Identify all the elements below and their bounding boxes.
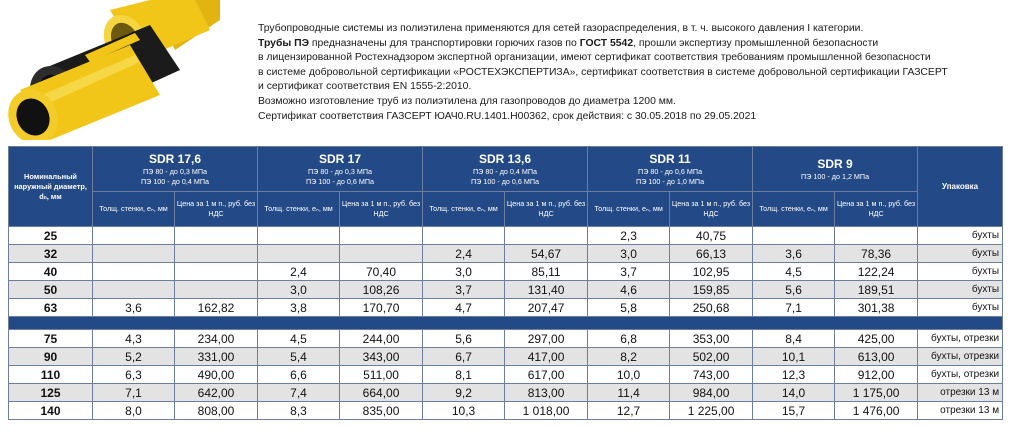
wall-cell bbox=[93, 227, 175, 245]
price-cell: 331,00 bbox=[175, 348, 258, 366]
price-table bbox=[8, 146, 1003, 420]
intro-line: Сертификат соответствия ГАЗСЕРТ ЮАЧ0.RU.1401.H00362, срок действия: с 30.05.2018 по 29.05.2021 bbox=[258, 110, 757, 122]
wall-cell: 5,4 bbox=[258, 348, 340, 366]
diameter-cell: 140 bbox=[9, 402, 93, 420]
wall-cell: 2,4 bbox=[258, 263, 340, 281]
wall-cell: 4,7 bbox=[423, 299, 505, 317]
price-cell: 1 476,00 bbox=[835, 402, 918, 420]
table-row bbox=[9, 263, 1003, 281]
wall-cell: 6,3 bbox=[93, 366, 175, 384]
diameter-cell: 90 bbox=[9, 348, 93, 366]
table-row bbox=[9, 227, 1003, 245]
price-cell: 912,00 bbox=[835, 366, 918, 384]
price-cell: 244,00 bbox=[340, 330, 423, 348]
wall-cell: 12,7 bbox=[588, 402, 670, 420]
wall-cell: 3,7 bbox=[423, 281, 505, 299]
price-cell: 1 225,00 bbox=[670, 402, 753, 420]
diameter-cell: 75 bbox=[9, 330, 93, 348]
wall-cell: 5,6 bbox=[423, 330, 505, 348]
price-header: Цена за 1 м п., руб. без НДС bbox=[835, 192, 918, 227]
price-cell: 250,68 bbox=[670, 299, 753, 317]
packaging-cell: бухты bbox=[918, 227, 1003, 245]
wall-header: Толщ. стенки, eₙ, мм bbox=[258, 192, 340, 227]
price-header: Цена за 1 м п., руб. без НДС bbox=[175, 192, 258, 227]
diameter-cell: 63 bbox=[9, 299, 93, 317]
diameter-header: Номинальный наружный диаметр, dₙ, мм bbox=[9, 147, 93, 227]
wall-cell: 8,4 bbox=[753, 330, 835, 348]
price-cell: 162,82 bbox=[175, 299, 258, 317]
price-cell: 984,00 bbox=[670, 384, 753, 402]
price-cell: 490,00 bbox=[175, 366, 258, 384]
wall-cell: 9,2 bbox=[423, 384, 505, 402]
price-cell: 102,95 bbox=[670, 263, 753, 281]
price-cell: 511,00 bbox=[340, 366, 423, 384]
price-cell bbox=[835, 227, 918, 245]
price-cell bbox=[175, 227, 258, 245]
wall-cell: 3,6 bbox=[93, 299, 175, 317]
price-cell: 664,00 bbox=[340, 384, 423, 402]
diameter-cell: 50 bbox=[9, 281, 93, 299]
price-cell: 813,00 bbox=[505, 384, 588, 402]
price-header: Цена за 1 м п., руб. без НДС bbox=[670, 192, 753, 227]
price-cell bbox=[175, 281, 258, 299]
price-cell: 170,70 bbox=[340, 299, 423, 317]
intro-text bbox=[258, 22, 998, 124]
wall-cell: 5,2 bbox=[93, 348, 175, 366]
price-cell: 66,13 bbox=[670, 245, 753, 263]
wall-cell: 5,8 bbox=[588, 299, 670, 317]
price-cell: 207,47 bbox=[505, 299, 588, 317]
price-cell bbox=[340, 245, 423, 263]
price-cell: 234,00 bbox=[175, 330, 258, 348]
price-cell: 613,00 bbox=[835, 348, 918, 366]
price-cell: 70,40 bbox=[340, 263, 423, 281]
price-cell: 743,00 bbox=[670, 366, 753, 384]
wall-cell: 10,3 bbox=[423, 402, 505, 420]
wall-cell: 8,1 bbox=[423, 366, 505, 384]
price-cell: 417,00 bbox=[505, 348, 588, 366]
price-cell: 108,26 bbox=[340, 281, 423, 299]
price-cell: 808,00 bbox=[175, 402, 258, 420]
price-cell bbox=[340, 227, 423, 245]
price-cell: 642,00 bbox=[175, 384, 258, 402]
price-cell: 297,00 bbox=[505, 330, 588, 348]
price-cell: 301,38 bbox=[835, 299, 918, 317]
wall-cell: 4,6 bbox=[588, 281, 670, 299]
price-cell: 85,11 bbox=[505, 263, 588, 281]
wall-cell: 3,0 bbox=[258, 281, 340, 299]
table-row bbox=[9, 281, 1003, 299]
wall-cell bbox=[258, 227, 340, 245]
wall-cell: 6,6 bbox=[258, 366, 340, 384]
wall-cell bbox=[753, 227, 835, 245]
price-cell: 1 018,00 bbox=[505, 402, 588, 420]
wall-cell: 4,5 bbox=[753, 263, 835, 281]
table-row bbox=[9, 245, 1003, 263]
price-cell: 1 175,00 bbox=[835, 384, 918, 402]
intro-line: и сертификат соответствия EN 1555-2:2010. bbox=[258, 81, 472, 93]
wall-cell: 2,4 bbox=[423, 245, 505, 263]
wall-header: Толщ. стенки, eₙ, мм bbox=[423, 192, 505, 227]
diameter-cell: 40 bbox=[9, 263, 93, 281]
wall-cell: 6,8 bbox=[588, 330, 670, 348]
sdr-header: SDR 11 ПЭ 80 - до 0,6 МПа ПЭ 100 - до 1,0 МПа bbox=[588, 147, 753, 192]
wall-cell: 8,2 bbox=[588, 348, 670, 366]
wall-cell bbox=[258, 245, 340, 263]
wall-cell: 15,7 bbox=[753, 402, 835, 420]
wall-cell: 5,6 bbox=[753, 281, 835, 299]
price-cell: 78,36 bbox=[835, 245, 918, 263]
wall-cell: 3,6 bbox=[753, 245, 835, 263]
table-separator bbox=[9, 317, 1003, 330]
packaging-cell: бухты bbox=[918, 299, 1003, 317]
table-row bbox=[9, 384, 1003, 402]
packaging-cell: бухты bbox=[918, 245, 1003, 263]
wall-cell: 3,8 bbox=[258, 299, 340, 317]
price-cell: 617,00 bbox=[505, 366, 588, 384]
intro-line: в системе добровольной сертификации «РОСТЕХЭКСПЕРТИЗА», сертификат соответствия в системе добровольной сертификации ГАЗСЕРТ bbox=[258, 66, 948, 78]
price-cell: 835,00 bbox=[340, 402, 423, 420]
table-row bbox=[9, 348, 1003, 366]
packaging-cell: бухты bbox=[918, 263, 1003, 281]
wall-cell: 10,1 bbox=[753, 348, 835, 366]
table-row bbox=[9, 402, 1003, 420]
packaging-cell: бухты bbox=[918, 281, 1003, 299]
wall-cell: 7,4 bbox=[258, 384, 340, 402]
price-header: Цена за 1 м п., руб. без НДС bbox=[505, 192, 588, 227]
wall-cell: 4,5 bbox=[258, 330, 340, 348]
separator-band bbox=[9, 317, 1003, 330]
diameter-cell: 125 bbox=[9, 384, 93, 402]
table-row bbox=[9, 366, 1003, 384]
intro-line: Трубы ПЭ предназначены для транспортировки горючих газов по ГОСТ 5542, прошли экспертизу промышленной безопасности bbox=[258, 37, 879, 49]
wall-cell: 12,3 bbox=[753, 366, 835, 384]
sdr-header: SDR 13,6 ПЭ 80 - до 0,4 МПа ПЭ 100 - до 0,6 МПа bbox=[423, 147, 588, 192]
wall-cell: 6,7 bbox=[423, 348, 505, 366]
price-cell bbox=[175, 263, 258, 281]
packaging-cell: бухты, отрезки bbox=[918, 366, 1003, 384]
wall-cell bbox=[93, 245, 175, 263]
wall-cell: 3,0 bbox=[588, 245, 670, 263]
wall-cell: 8,0 bbox=[93, 402, 175, 420]
price-cell: 122,24 bbox=[835, 263, 918, 281]
price-cell: 159,85 bbox=[670, 281, 753, 299]
price-header: Цена за 1 м п., руб. без НДС bbox=[340, 192, 423, 227]
price-cell: 54,67 bbox=[505, 245, 588, 263]
wall-cell: 7,1 bbox=[93, 384, 175, 402]
price-cell: 502,00 bbox=[670, 348, 753, 366]
packaging-header: Упаковка bbox=[918, 147, 1003, 227]
wall-cell: 3,7 bbox=[588, 263, 670, 281]
sdr-header: SDR 17,6 ПЭ 80 - до 0,3 МПа ПЭ 100 - до 0,4 МПа bbox=[93, 147, 258, 192]
sdr-header: SDR 17 ПЭ 80 - до 0,3 МПа ПЭ 100 - до 0,6 МПа bbox=[258, 147, 423, 192]
price-cell bbox=[175, 245, 258, 263]
sdr-header: SDR 9 ПЭ 100 - до 1,2 МПа bbox=[753, 147, 918, 192]
price-cell: 40,75 bbox=[670, 227, 753, 245]
intro-line: Возможно изготовление труб из полиэтилена для газопроводов до диаметра 1200 мм. bbox=[258, 95, 676, 107]
price-cell: 425,00 bbox=[835, 330, 918, 348]
packaging-cell: бухты, отрезки bbox=[918, 330, 1003, 348]
table-row bbox=[9, 299, 1003, 317]
wall-cell: 3,0 bbox=[423, 263, 505, 281]
price-cell: 343,00 bbox=[340, 348, 423, 366]
wall-cell bbox=[423, 227, 505, 245]
wall-cell: 11,4 bbox=[588, 384, 670, 402]
packaging-cell: отрезки 13 м bbox=[918, 402, 1003, 420]
wall-cell bbox=[93, 263, 175, 281]
diameter-cell: 32 bbox=[9, 245, 93, 263]
wall-cell: 10,0 bbox=[588, 366, 670, 384]
wall-cell bbox=[93, 281, 175, 299]
wall-cell: 7,1 bbox=[753, 299, 835, 317]
price-cell: 353,00 bbox=[670, 330, 753, 348]
wall-cell: 2,3 bbox=[588, 227, 670, 245]
price-cell: 189,51 bbox=[835, 281, 918, 299]
diameter-cell: 25 bbox=[9, 227, 93, 245]
wall-header: Толщ. стенки, eₙ, мм bbox=[588, 192, 670, 227]
price-cell: 131,40 bbox=[505, 281, 588, 299]
intro-line: Трубопроводные системы из полиэтилена применяются для сетей газораспределения, в т. ч. высокого давления I категории. bbox=[258, 23, 864, 34]
wall-cell: 8,3 bbox=[258, 402, 340, 420]
pipes-image bbox=[0, 0, 220, 140]
intro-line: в лицензированной Ростехнадзором экспертной организации, имеют сертификат соответствия требованиям промышленной безопасности bbox=[258, 52, 931, 64]
wall-cell: 14,0 bbox=[753, 384, 835, 402]
price-cell bbox=[505, 227, 588, 245]
packaging-cell: бухты, отрезки bbox=[918, 348, 1003, 366]
wall-header: Толщ. стенки, eₙ, мм bbox=[93, 192, 175, 227]
table-row bbox=[9, 330, 1003, 348]
diameter-cell: 110 bbox=[9, 366, 93, 384]
wall-header: Толщ. стенки, eₙ, мм bbox=[753, 192, 835, 227]
packaging-cell: отрезки 13 м bbox=[918, 384, 1003, 402]
wall-cell: 4,3 bbox=[93, 330, 175, 348]
